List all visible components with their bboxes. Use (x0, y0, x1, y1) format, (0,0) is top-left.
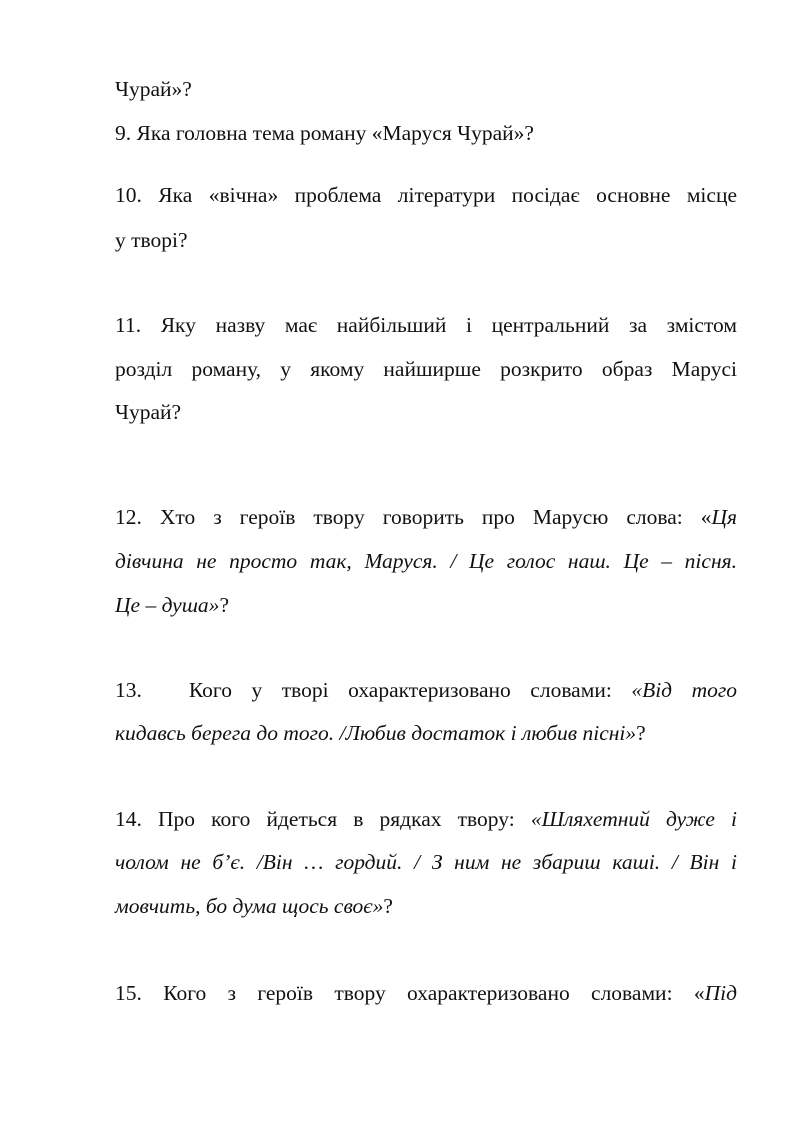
question-14-line-1: 14. Про кого йдеться в рядках твору: «Шляхетний дуже і (115, 807, 737, 831)
question-12-line-2: дівчина не просто так, Маруся. / Це голос наш. Це – пісня. (115, 549, 737, 573)
question-14-line-2: чолом не б’є. /Він … гордий. / З ним не збариш каші. / Він і (115, 850, 737, 874)
question-13-line-2: кидавсь берега до того. /Любив достаток і любив пісні»? (115, 721, 646, 745)
question-12-line-1: 12. Хто з героїв твору говорить про Марусю слова: «Ця (115, 505, 737, 529)
question-10-line-1: 10. Яка «вічна» проблема літератури посідає основне місце (115, 183, 737, 207)
question-11-line-1: 11. Яку назву має найбільший і центральний за змістом (115, 313, 737, 337)
question-11-line-2: розділ роману, у якому найширше розкрито образ Марусі (115, 357, 737, 381)
question-13-line-1: 13. Кого у творі охарактеризовано словами: «Від того (115, 678, 737, 702)
continuation-line: Чурай»? (115, 77, 192, 101)
question-11-line-3: Чурай? (115, 400, 182, 424)
question-14-line-3: мовчить, бо дума щось своє»? (115, 894, 393, 918)
question-9: 9. Яка головна тема роману «Маруся Чурай»? (115, 121, 534, 145)
question-10-line-2: у творі? (115, 228, 188, 252)
question-15-line-1: 15. Кого з героїв твору охарактеризовано словами: «Під (115, 981, 737, 1005)
question-12-line-3: Це – душа»? (115, 593, 229, 617)
